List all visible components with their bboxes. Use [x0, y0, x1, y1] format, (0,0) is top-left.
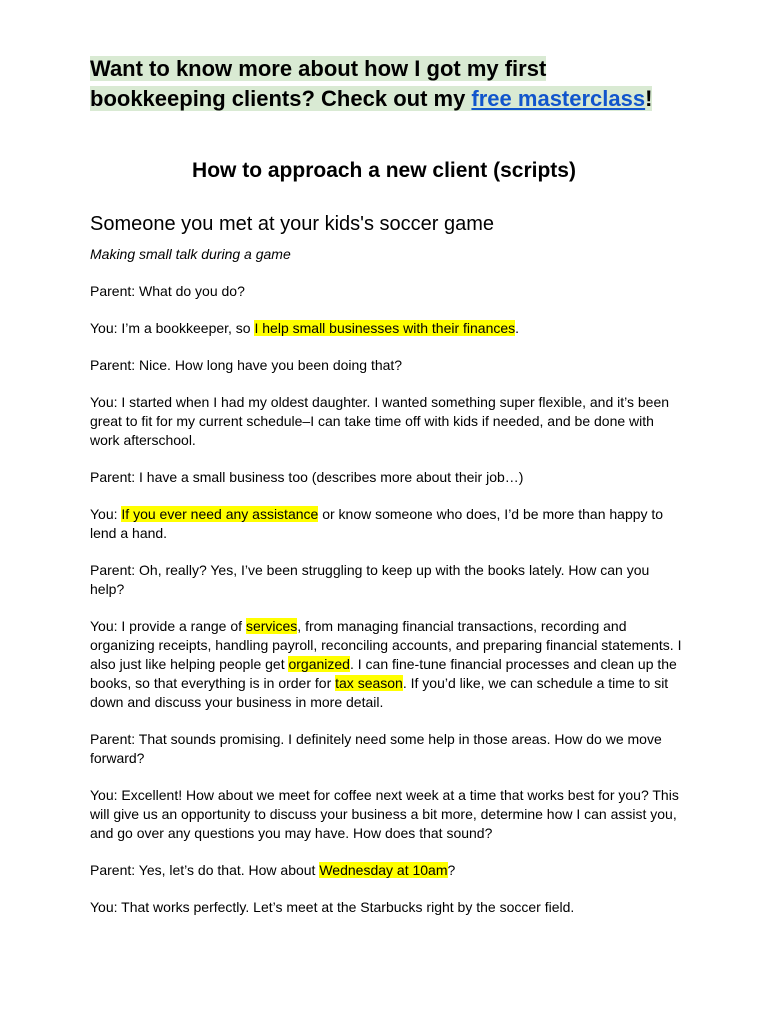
dialogue-text: Parent: That sounds promising. I definitely need some help in those areas. How do we move forward? [90, 731, 662, 766]
dialogue-text: Parent: What do you do? [90, 283, 245, 299]
dialogue-line [90, 468, 682, 487]
dialogue-line [90, 319, 682, 338]
document-title: How to approach a new client (scripts) [192, 159, 576, 182]
dialogue-line [90, 861, 682, 880]
dialogue-text: or know someone who does, I’d be more than happy to lend a hand. [90, 506, 664, 541]
banner-text: Want to know more about how I got my first bookkeeping clients? Check out my [90, 56, 547, 111]
dialogue-line [90, 561, 682, 599]
dialogue-line [90, 282, 682, 301]
banner-exclamation: ! [645, 86, 653, 111]
masterclass-banner [90, 54, 680, 114]
dialogue-text: Parent: Oh, really? Yes, I’ve been struggling to keep up with the books lately. How can you help? [90, 562, 650, 597]
dialogue-line [90, 393, 682, 450]
section-heading: Someone you met at your kids's soccer game [90, 213, 495, 235]
dialogue-text: You: That works perfectly. Let’s meet at the Starbucks right by the soccer field. [90, 899, 575, 915]
dialogue-text: , from managing financial transactions, recording and organizing receipts, handling payroll, reconciling accounts, and preparing financial statements. I also just like helping people get [90, 618, 682, 672]
dialogue-text: . If you’d like, we can schedule a time to sit down and discuss your business in more detail. [90, 675, 669, 710]
dialogue-text: ? [447, 862, 456, 878]
dialogue-line [90, 898, 682, 917]
dialogue-text: Parent: Yes, let’s do that. How about [90, 862, 320, 878]
banner-highlight [90, 56, 652, 111]
dialogue-line [90, 730, 682, 768]
dialogue-line [90, 356, 682, 375]
dialogue-line [90, 505, 682, 543]
dialogue-line [90, 617, 682, 712]
highlighted-phrase: services [245, 618, 298, 634]
dialogue-text: You: I started when I had my oldest daughter. I wanted something super flexible, and it’s been great to fit for my current schedule–I can take time off with kids if needed, and be done with work afterschool. [90, 394, 670, 448]
dialogue-text: . I can fine-tune financial processes and clean up the books, so that everything is in order for [90, 656, 677, 691]
highlighted-phrase: If you ever need any assistance [121, 506, 319, 522]
highlighted-phrase: organized [288, 656, 350, 672]
highlighted-phrase: tax season [335, 675, 403, 691]
dialogue-script [90, 282, 682, 935]
dialogue-text: You: [90, 506, 122, 522]
dialogue-text: You: I provide a range of [90, 618, 246, 634]
dialogue-text: You: I’m a bookkeeper, so [90, 320, 255, 336]
highlighted-phrase: Wednesday at 10am [319, 862, 448, 878]
dialogue-text: Parent: Nice. How long have you been doing that? [90, 357, 403, 373]
dialogue-text: You: Excellent! How about we meet for coffee next week at a time that works best for you? This will give us an opportunity to discuss your business a bit more, determine how I can assist you, and go over any questions you may have. How does that sound? [90, 787, 679, 841]
section-subtitle: Making small talk during a game [90, 246, 291, 262]
dialogue-text: . [515, 320, 520, 336]
dialogue-text: Parent: I have a small business too (describes more about their job…) [90, 469, 524, 485]
free-masterclass-link[interactable]: free masterclass [471, 86, 646, 111]
dialogue-line [90, 786, 682, 843]
highlighted-phrase: I help small businesses with their finances [254, 320, 516, 336]
